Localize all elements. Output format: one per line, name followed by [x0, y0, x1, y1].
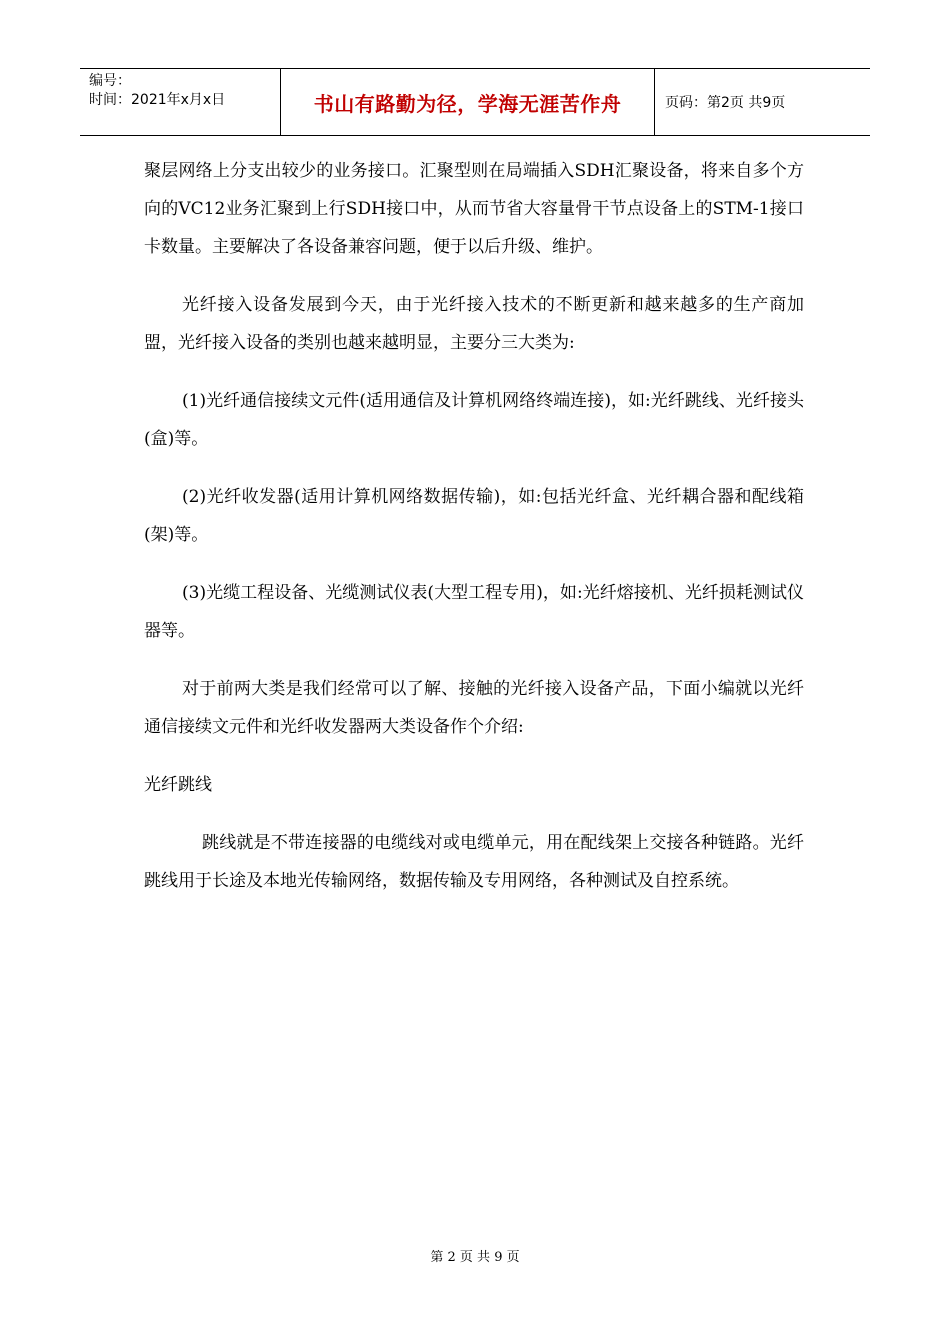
time-label: 时间：2021年x月x日 — [89, 92, 226, 108]
document-header — [80, 68, 870, 136]
header-motto: 书山有路勤为径，学海无涯苦作舟 — [281, 69, 655, 135]
paragraph-continuation: 聚层网络上分支出较少的业务接口。汇聚型则在局端插入SDH汇聚设备，将来自多个方向的VC12业务汇聚到上行SDH接口中，从而节省大容量骨干节点设备上的STM-1接口卡数量。主要解决了各设备兼容问题，便于以后升级、维护。 — [144, 161, 804, 257]
document-body — [144, 152, 804, 900]
list-item-3: (3)光缆工程设备、光缆测试仪表(大型工程专用)，如:光纤熔接机、光纤损耗测试仪器等。 — [144, 583, 804, 641]
paragraph-intro: 光纤接入设备发展到今天，由于光纤接入技术的不断更新和越来越多的生产商加盟，光纤接入设备的类别也越来越明显，主要分三大类为: — [144, 295, 804, 353]
list-item-2: (2)光纤收发器(适用计算机网络数据传输)，如:包括光纤盒、光纤耦合器和配线箱(架)等。 — [144, 487, 804, 545]
paragraph-jumper: 跳线就是不带连接器的电缆线对或电缆单元，用在配线架上交接各种链路。光纤跳线用于长途及本地光传输网络，数据传输及专用网络，各种测试及自控系统。 — [144, 833, 804, 891]
header-meta — [80, 69, 281, 135]
section-heading: 光纤跳线 — [144, 775, 212, 795]
header-page-info: 页码：第2页 共9页 — [665, 95, 786, 111]
page-footer: 第 2 页 共 9 页 — [430, 1250, 520, 1265]
serial-label: 编号： — [89, 73, 131, 89]
list-item-1: (1)光纤通信接续文元件(适用通信及计算机网络终端连接)，如:光纤跳线、光纤接头(盒)等。 — [144, 391, 804, 449]
paragraph-transition: 对于前两大类是我们经常可以了解、接触的光纤接入设备产品，下面小编就以光纤通信接续文元件和光纤收发器两大类设备作个介绍: — [144, 679, 804, 737]
